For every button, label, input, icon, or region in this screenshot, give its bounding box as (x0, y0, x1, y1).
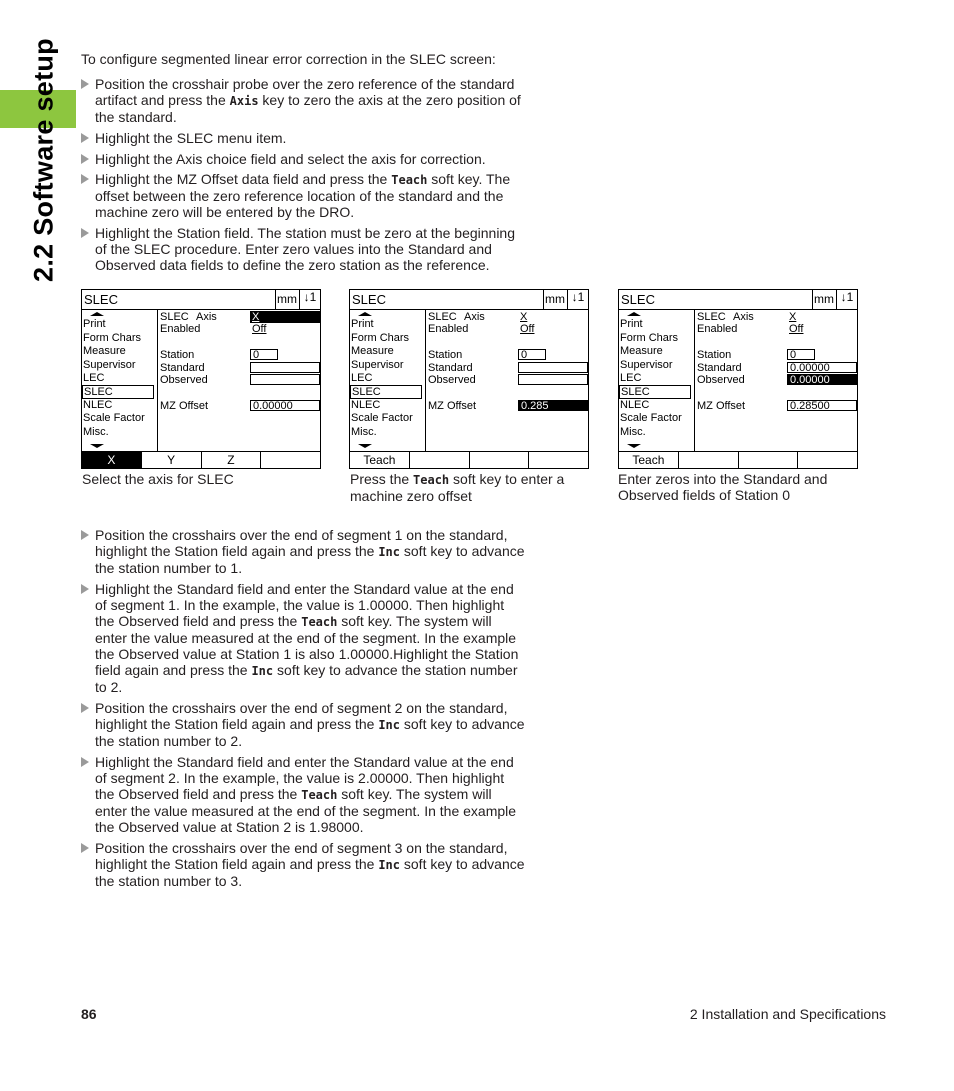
softkey-name: Inc (378, 858, 400, 872)
softkey-name: Axis (229, 94, 259, 108)
menu-item-measure[interactable]: Measure (351, 345, 394, 357)
softkey-empty[interactable] (739, 452, 799, 469)
menu-item-scale-factor[interactable]: Scale Factor (351, 412, 413, 424)
standard-label: Standard (160, 362, 205, 374)
softkey-empty[interactable] (529, 452, 588, 469)
scroll-down-icon[interactable] (627, 444, 641, 448)
slec-label: SLEC (697, 311, 726, 323)
mz-offset-field[interactable]: 0.00000 (250, 400, 320, 411)
intro-text: To configure segmented linear error correction in the SLEC screen: (81, 51, 496, 67)
unit-indicator: mm (543, 290, 566, 309)
bullet-arrow-icon (81, 757, 89, 767)
mz-offset-field[interactable]: 0.28500 (787, 400, 857, 411)
menu-item-nlec[interactable]: NLEC (351, 399, 381, 411)
softkey-empty[interactable] (679, 452, 739, 469)
step-item: Highlight the Standard field and enter the Standard value at the end of segment 2. In the example, the value is 2.00000. Then highlight the Observed field and press the Teach soft key. The system will enter the value measured at the end of the segment. In the example the Observed value at Station 2 is 1.98000. (81, 754, 526, 835)
steps-list-b (81, 527, 526, 889)
slec-screen-2 (349, 289, 589, 469)
screen-title: SLEC (352, 292, 386, 307)
softkey-empty[interactable] (798, 452, 857, 469)
softkey-empty[interactable] (410, 452, 470, 469)
observed-label: Observed (428, 374, 476, 386)
axis-label: Axis (464, 311, 485, 323)
menu-item-print[interactable]: Print (620, 318, 643, 330)
menu-item-print[interactable]: Print (351, 318, 374, 330)
standard-label: Standard (697, 362, 742, 374)
step-item: Highlight the Axis choice field and select the axis for correction. (81, 151, 526, 167)
bullet-arrow-icon (81, 228, 89, 238)
screen-titlebar (82, 290, 320, 310)
enabled-label: Enabled (428, 323, 469, 335)
mz-offset-label: MZ Offset (697, 400, 746, 412)
step-item: Highlight the Station field. The station must be zero at the beginning of the SLEC procedure. Enter zero values into the Standard and Observed data fields to define the zero station as the reference. (81, 225, 526, 273)
menu-item-print[interactable]: Print (83, 318, 106, 330)
mz-offset-label: MZ Offset (160, 400, 209, 412)
enabled-field[interactable]: Off (252, 323, 267, 335)
caption-screen-1: Select the axis for SLEC (82, 471, 234, 487)
softkey-name: Teach (301, 615, 338, 629)
screen-titlebar (619, 290, 857, 310)
screen-titlebar (350, 290, 588, 310)
step-item: Position the crosshair probe over the zero reference of the standard artifact and press the Axis key to zero the axis at the zero position of the standard. (81, 76, 526, 125)
axis-label: Axis (196, 311, 217, 323)
softkey-teach[interactable]: Teach (350, 452, 410, 469)
softkey-name: Teach (413, 473, 450, 487)
slec-label: SLEC (160, 311, 189, 323)
bullet-arrow-icon (81, 174, 89, 184)
station-label: Station (428, 349, 463, 361)
scroll-down-icon[interactable] (358, 444, 372, 448)
menu-item-lec[interactable]: LEC (620, 372, 642, 384)
menu-item-supervisor[interactable]: Supervisor (620, 359, 673, 371)
bullet-arrow-icon (81, 703, 89, 713)
axis-field[interactable]: X (789, 311, 797, 323)
bullet-arrow-icon (81, 584, 89, 594)
enabled-field[interactable]: Off (789, 323, 804, 335)
step-item: Highlight the SLEC menu item. (81, 130, 526, 146)
observed-field[interactable] (250, 374, 320, 385)
menu-item-measure[interactable]: Measure (83, 345, 126, 357)
menu-item-misc[interactable]: Misc. (620, 426, 646, 438)
scroll-up-icon[interactable] (90, 312, 104, 316)
step-item: Highlight the Standard field and enter the Standard value at the end of segment 1. In the example, the value is 1.00000. Then highlight the Observed field and press the Teach soft key. The system will enter the value measured at the end of the segment. In the example the Observed value at Station 1 is also 1.00000.Highlight the Station field again and press the Inc soft key to advance the station number to 2. (81, 581, 526, 695)
menu-item-misc[interactable]: Misc. (83, 426, 109, 438)
menu-item-misc[interactable]: Misc. (351, 426, 377, 438)
softkey-z[interactable]: Z (202, 452, 262, 469)
caption-screen-2: Press the Teach soft key to enter a machine zero offset (350, 471, 565, 504)
caption-screen-3: Enter zeros into the Standard and Observed fields of Station 0 (618, 471, 828, 503)
unit-indicator: mm (812, 290, 835, 309)
menu-item-slec[interactable]: SLEC (82, 385, 154, 399)
enabled-field[interactable]: Off (520, 323, 535, 335)
step-item: Position the crosshairs over the end of segment 1 on the standard, highlight the Station field again and press the Inc soft key to advance the station number to 1. (81, 527, 526, 576)
softkey-x[interactable]: X (82, 452, 142, 469)
standard-field[interactable] (250, 362, 320, 373)
softkey-bar (350, 451, 588, 469)
observed-field[interactable] (518, 374, 588, 385)
steps-list-a (81, 76, 526, 273)
mz-offset-field[interactable]: 0.285 (518, 400, 588, 411)
menu-item-nlec[interactable]: NLEC (620, 399, 650, 411)
softkey-empty[interactable] (470, 452, 530, 469)
step-item: Position the crosshairs over the end of segment 2 on the standard, highlight the Station field again and press the Inc soft key to advance the station number to 2. (81, 700, 526, 749)
screen-title: SLEC (84, 292, 118, 307)
menu-item-form-chars[interactable]: Form Chars (351, 332, 410, 344)
softkey-bar (619, 451, 857, 469)
bullet-arrow-icon (81, 154, 89, 164)
chapter-footer: 2 Installation and Specifications (689, 1006, 886, 1022)
station-label: Station (697, 349, 732, 361)
axis-label: Axis (733, 311, 754, 323)
page-number: 86 (81, 1006, 97, 1022)
observed-label: Observed (160, 374, 208, 386)
standard-field[interactable] (518, 362, 588, 373)
softkey-name: Inc (251, 664, 274, 678)
resolution-indicator: ↓1 (836, 290, 857, 309)
menu-item-lec[interactable]: LEC (83, 372, 105, 384)
menu-item-supervisor[interactable]: Supervisor (83, 359, 136, 371)
softkey-teach[interactable]: Teach (619, 452, 679, 469)
axis-field[interactable]: X (250, 311, 320, 323)
bullet-arrow-icon (81, 79, 89, 89)
menu-item-slec[interactable]: SLEC (350, 385, 422, 399)
softkey-empty[interactable] (261, 452, 320, 469)
setup-menu (619, 310, 695, 452)
menu-item-scale-factor[interactable]: Scale Factor (83, 412, 145, 424)
menu-item-supervisor[interactable]: Supervisor (351, 359, 404, 371)
observed-field[interactable]: 0.00000 (787, 374, 857, 385)
menu-item-scale-factor[interactable]: Scale Factor (620, 412, 682, 424)
section-title-vertical: 2.2 Software setup (28, 38, 59, 282)
slec-screen-3 (618, 289, 858, 469)
menu-item-slec[interactable]: SLEC (619, 385, 691, 399)
station-field[interactable]: 0 (787, 349, 815, 360)
softkey-y[interactable]: Y (142, 452, 202, 469)
softkey-name: Inc (378, 718, 400, 732)
slec-label: SLEC (428, 311, 457, 323)
enabled-label: Enabled (697, 323, 738, 335)
step-item: Position the crosshairs over the end of segment 3 on the standard, highlight the Station field again and press the Inc soft key to advance the station number to 3. (81, 840, 526, 889)
softkey-name: Teach (391, 173, 428, 187)
menu-item-lec[interactable]: LEC (351, 372, 373, 384)
resolution-indicator: ↓1 (299, 290, 320, 309)
axis-field[interactable]: X (520, 311, 528, 323)
unit-indicator: mm (275, 290, 298, 309)
bullet-arrow-icon (81, 133, 89, 143)
setup-menu (82, 310, 158, 452)
standard-field[interactable]: 0.00000 (787, 362, 857, 373)
softkey-name: Inc (378, 545, 400, 559)
scroll-up-icon[interactable] (358, 312, 372, 316)
menu-item-form-chars[interactable]: Form Chars (620, 332, 679, 344)
standard-label: Standard (428, 362, 473, 374)
menu-item-form-chars[interactable]: Form Chars (83, 332, 142, 344)
station-field[interactable]: 0 (250, 349, 278, 360)
station-label: Station (160, 349, 195, 361)
softkey-bar (82, 451, 320, 469)
softkey-name: Teach (301, 788, 338, 802)
setup-menu (350, 310, 426, 452)
screen-title: SLEC (621, 292, 655, 307)
resolution-indicator: ↓1 (567, 290, 588, 309)
step-item: Highlight the MZ Offset data field and press the Teach soft key. The offset between the zero reference location of the standard and the machine zero will be entered by the DRO. (81, 171, 526, 220)
menu-item-measure[interactable]: Measure (620, 345, 663, 357)
scroll-down-icon[interactable] (90, 444, 104, 448)
bullet-arrow-icon (81, 530, 89, 540)
slec-screen-1 (81, 289, 321, 469)
scroll-up-icon[interactable] (627, 312, 641, 316)
enabled-label: Enabled (160, 323, 201, 335)
mz-offset-label: MZ Offset (428, 400, 477, 412)
bullet-arrow-icon (81, 843, 89, 853)
menu-item-nlec[interactable]: NLEC (83, 399, 113, 411)
station-field[interactable]: 0 (518, 349, 546, 360)
observed-label: Observed (697, 374, 745, 386)
